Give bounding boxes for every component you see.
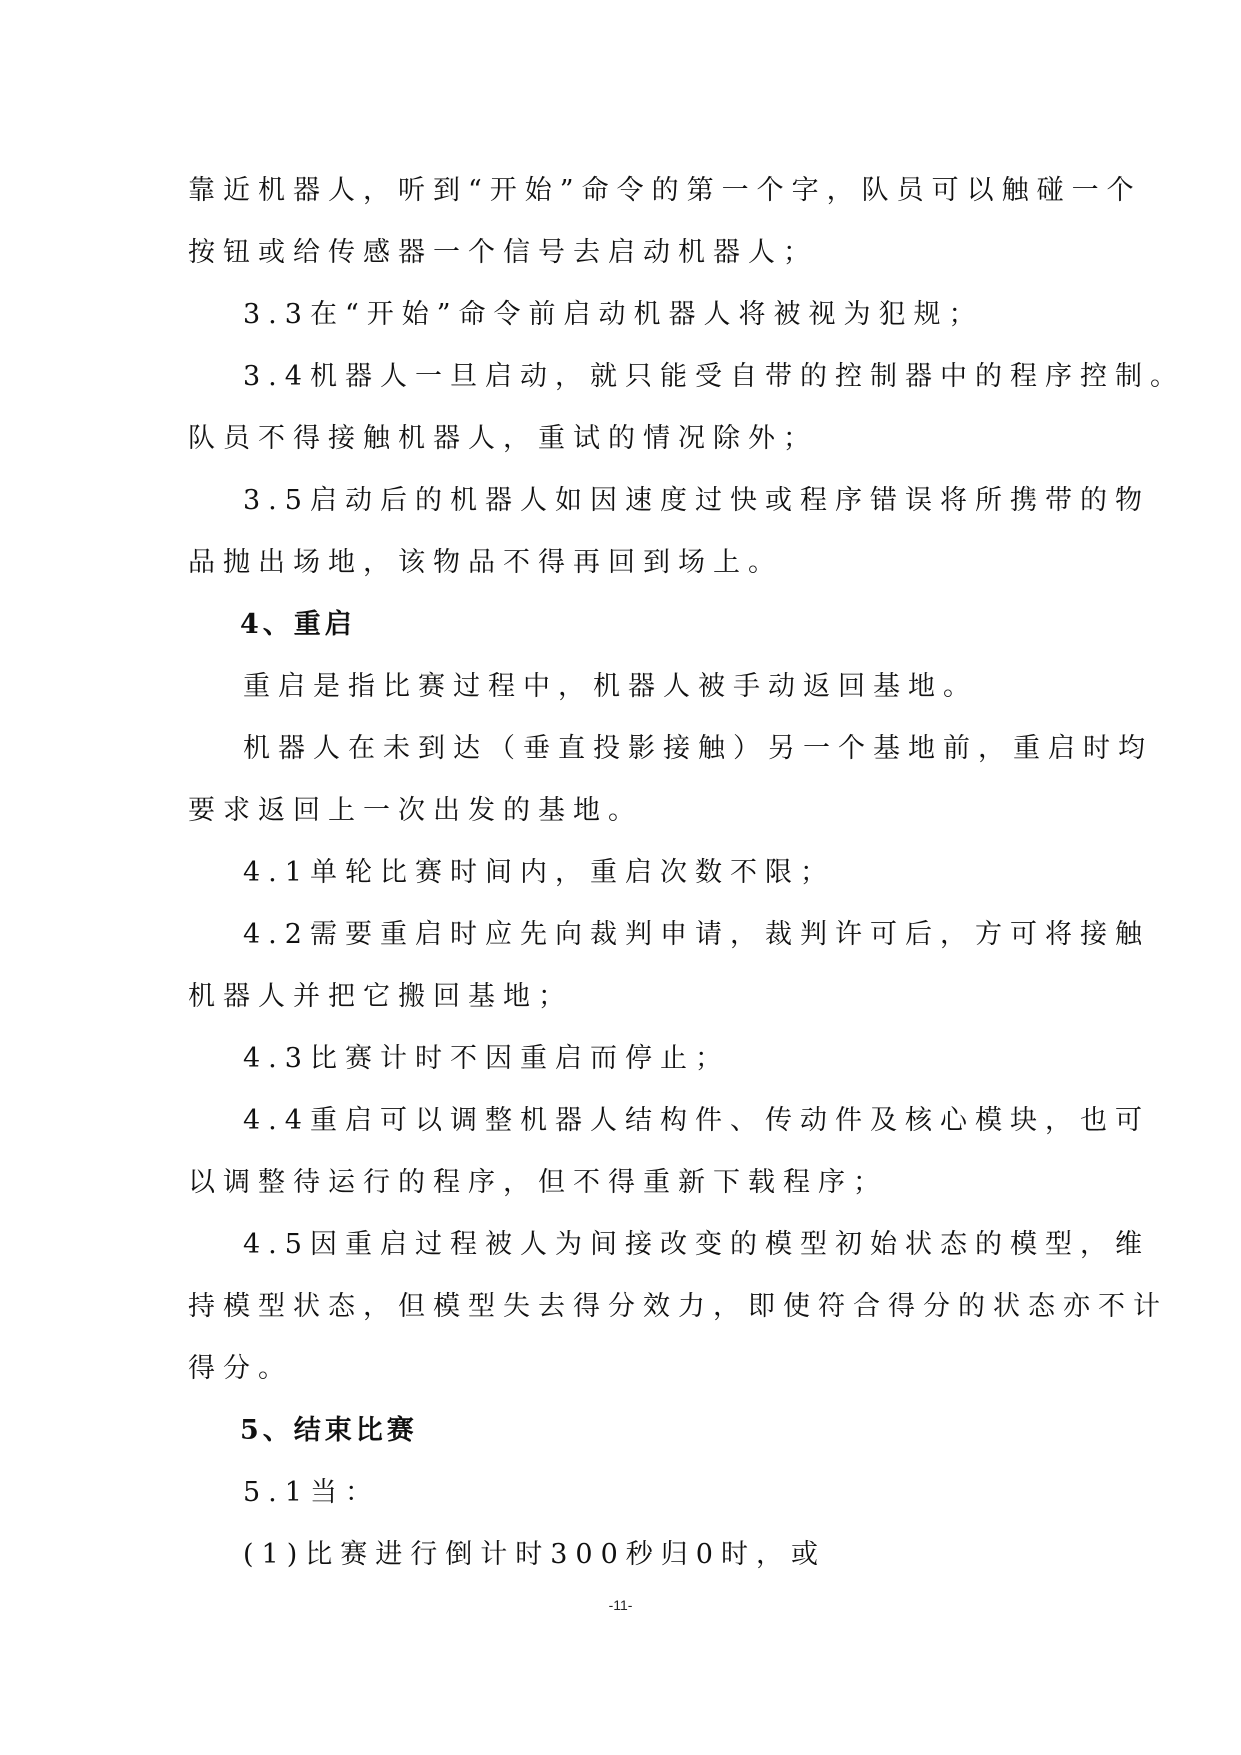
rule-4-3: 4.3比赛计时不因重启而停止； [243,1043,730,1074]
rule-4-4: 4.4重启可以调整机器人结构件、传动件及核心模块，也可 [243,1105,1150,1136]
restart-definition: 重启是指比赛过程中，机器人被手动返回基地。 [243,671,978,702]
section-heading-restart: 4、重启 [240,609,356,640]
rule-3-4: 3.4机器人一旦启动，就只能受自带的控制器中的程序控制。 [243,361,1185,392]
paragraph-line: 以调整待运行的程序，但不得重新下载程序； [188,1167,888,1198]
rule-3-3: 3.3在“开始”命令前启动机器人将被视为犯规； [243,299,984,330]
restart-rule: 机器人在未到达（垂直投影接触）另一个基地前，重启时均 [243,733,1153,764]
rule-3-5: 3.5启动后的机器人如因速度过快或程序错误将所携带的物 [243,485,1150,516]
rule-4-2: 4.2需要重启时应先向裁判申请，裁判许可后，方可将接触 [243,919,1150,950]
paragraph-line: 按钮或给传感器一个信号去启动机器人； [188,237,818,268]
rule-4-1: 4.1单轮比赛时间内，重启次数不限； [243,857,835,888]
rule-4-5: 4.5因重启过程被人为间接改变的模型初始状态的模型，维 [243,1229,1150,1260]
paragraph-line: 品抛出场地，该物品不得再回到场上。 [188,547,783,578]
document-body [188,160,1185,1586]
paragraph-line: 机器人并把它搬回基地； [188,981,573,1012]
section-heading-end-match: 5、结束比赛 [240,1415,418,1446]
paragraph-line: 得分。 [188,1353,293,1384]
paragraph-line: 靠近机器人，听到“开始”命令的第一个字，队员可以触碰一个 [188,175,1142,206]
paragraph-line: 要求返回上一次出发的基地。 [188,795,643,826]
page-number: -11- [608,1597,633,1613]
rule-5-1-item-1: (1)比赛进行倒计时300秒归0时，或 [243,1539,826,1570]
paragraph-line: 持模型状态，但模型失去得分效力，即使符合得分的状态亦不计 [188,1291,1168,1322]
rule-5-1: 5.1当： [243,1477,380,1508]
paragraph-line: 队员不得接触机器人，重试的情况除外； [188,423,818,454]
